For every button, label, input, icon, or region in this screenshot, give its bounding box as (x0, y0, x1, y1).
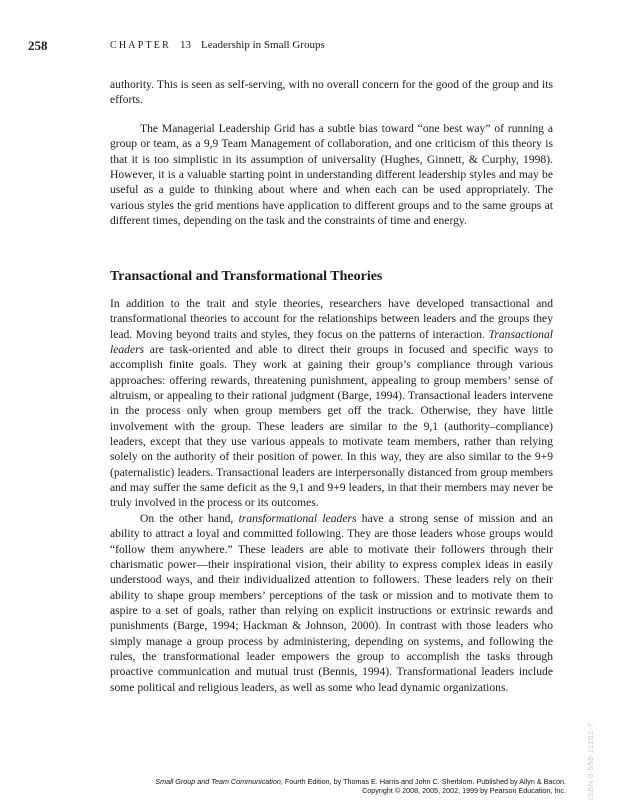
footer-citation-rest: Fourth Edition, by Thomas E. Harris and John C. Sherblom. Published by Allyn & Bacon. (282, 777, 566, 786)
chapter-label: CHAPTER (110, 40, 171, 51)
footer-citation (130, 777, 566, 786)
paragraph-managerial-grid: The Managerial Leadership Grid has a subtle bias toward “one best way” of running a group or team, as a 9,9 Team Management of collaboration, and one criticism of this theory is that it is too simplistic in its assumption of universality (Hughes, Ginnett, & Curphy, 1998). However, it is a valuable starting point in understanding different leadership styles and may be useful as a guide to thinking about where and when each can be used appropriately. The various styles the grid mentions have application to different groups and to the same groups at different times, depending on the task and the constraints of time and energy. (110, 122, 553, 228)
chapter-title: Leadership in Small Groups (201, 39, 325, 51)
chapter-number: 13 (180, 39, 191, 51)
paragraph-continuation: authority. This is seen as self-serving, with no overall concern for the good of the group and its efforts. (110, 78, 553, 107)
paragraph-transactional (110, 296, 553, 511)
footer-book-title: Small Group and Team Communication, (155, 777, 283, 786)
section-heading: Transactional and Transformational Theories (110, 269, 383, 284)
text-run: On the other hand, (140, 512, 239, 525)
isbn-side-label: ISBN 0-558-11202-7 (586, 722, 595, 800)
text-run: are task-oriented and able to direct their groups in focused and specific ways to accomplish finite goals. They work at gaining their group’s compliance through various approaches: offering rewards, threatening punishment, appealing to group members’ sense of altruism, or appealing to their rational judgment (Barge, 1994). Transactional leaders intervene in the process only when group members get off the track. Otherwise, they have little involvement with the group. These leaders are similar to the 9,1 (authority–compliance) leaders, except that they use various appeals to motivate team members, rather than relying solely on the authority of their position of power. In this way, they are also similar to the 9+9 (paternalistic) leaders. Transactional leaders are interpersonally distanced from group members and may suffer the same deficit as the 9,1 and 9+9 leaders, in that their members may never be truly involved in the process or its outcomes. (110, 343, 553, 510)
footer-copyright: Copyright © 2008, 2005, 2002, 1999 by Pearson Education, Inc. (362, 786, 566, 795)
term-transformational-leaders: transformational leaders (238, 512, 357, 525)
paragraph-transformational (110, 511, 553, 695)
term-transactional-leaders: Transactional leaders (110, 327, 553, 357)
running-head (28, 38, 588, 54)
page-number: 258 (28, 38, 48, 53)
text-run: In addition to the trait and style theories, researchers have developed transactional and transformational theories to account for the relationships between leaders and the groups they lead. Moving beyond traits and styles, they focus on the patterns of interaction. (110, 297, 553, 341)
text-run: have a strong sense of mission and an ability to attract a loyal and committed following. They are those leaders whose groups would “follow them anywhere.” These leaders are able to motivate their followers through their charismatic power—their inspirational vision, their ability to express complex ideas in easily understood ways, and their individualized attention to followers. These leaders rely on their ability to shape group members’ perceptions of the task or mission and to motivate them to aspire to a set of goals, rather than relying on explicit instructions or extrinsic rewards and punishments (Barge, 1994; Hackman & Johnson, 2000). In contrast with those leaders who simply manage a group process by administering, depending on systems, and following the rules, the transformational leader empowers the group to accomplish the tasks through proactive communication and mutual trust (Bennis, 1994). Transformational leaders include some political and religious leaders, as well as some who lead dynamic organizations. (110, 512, 554, 694)
